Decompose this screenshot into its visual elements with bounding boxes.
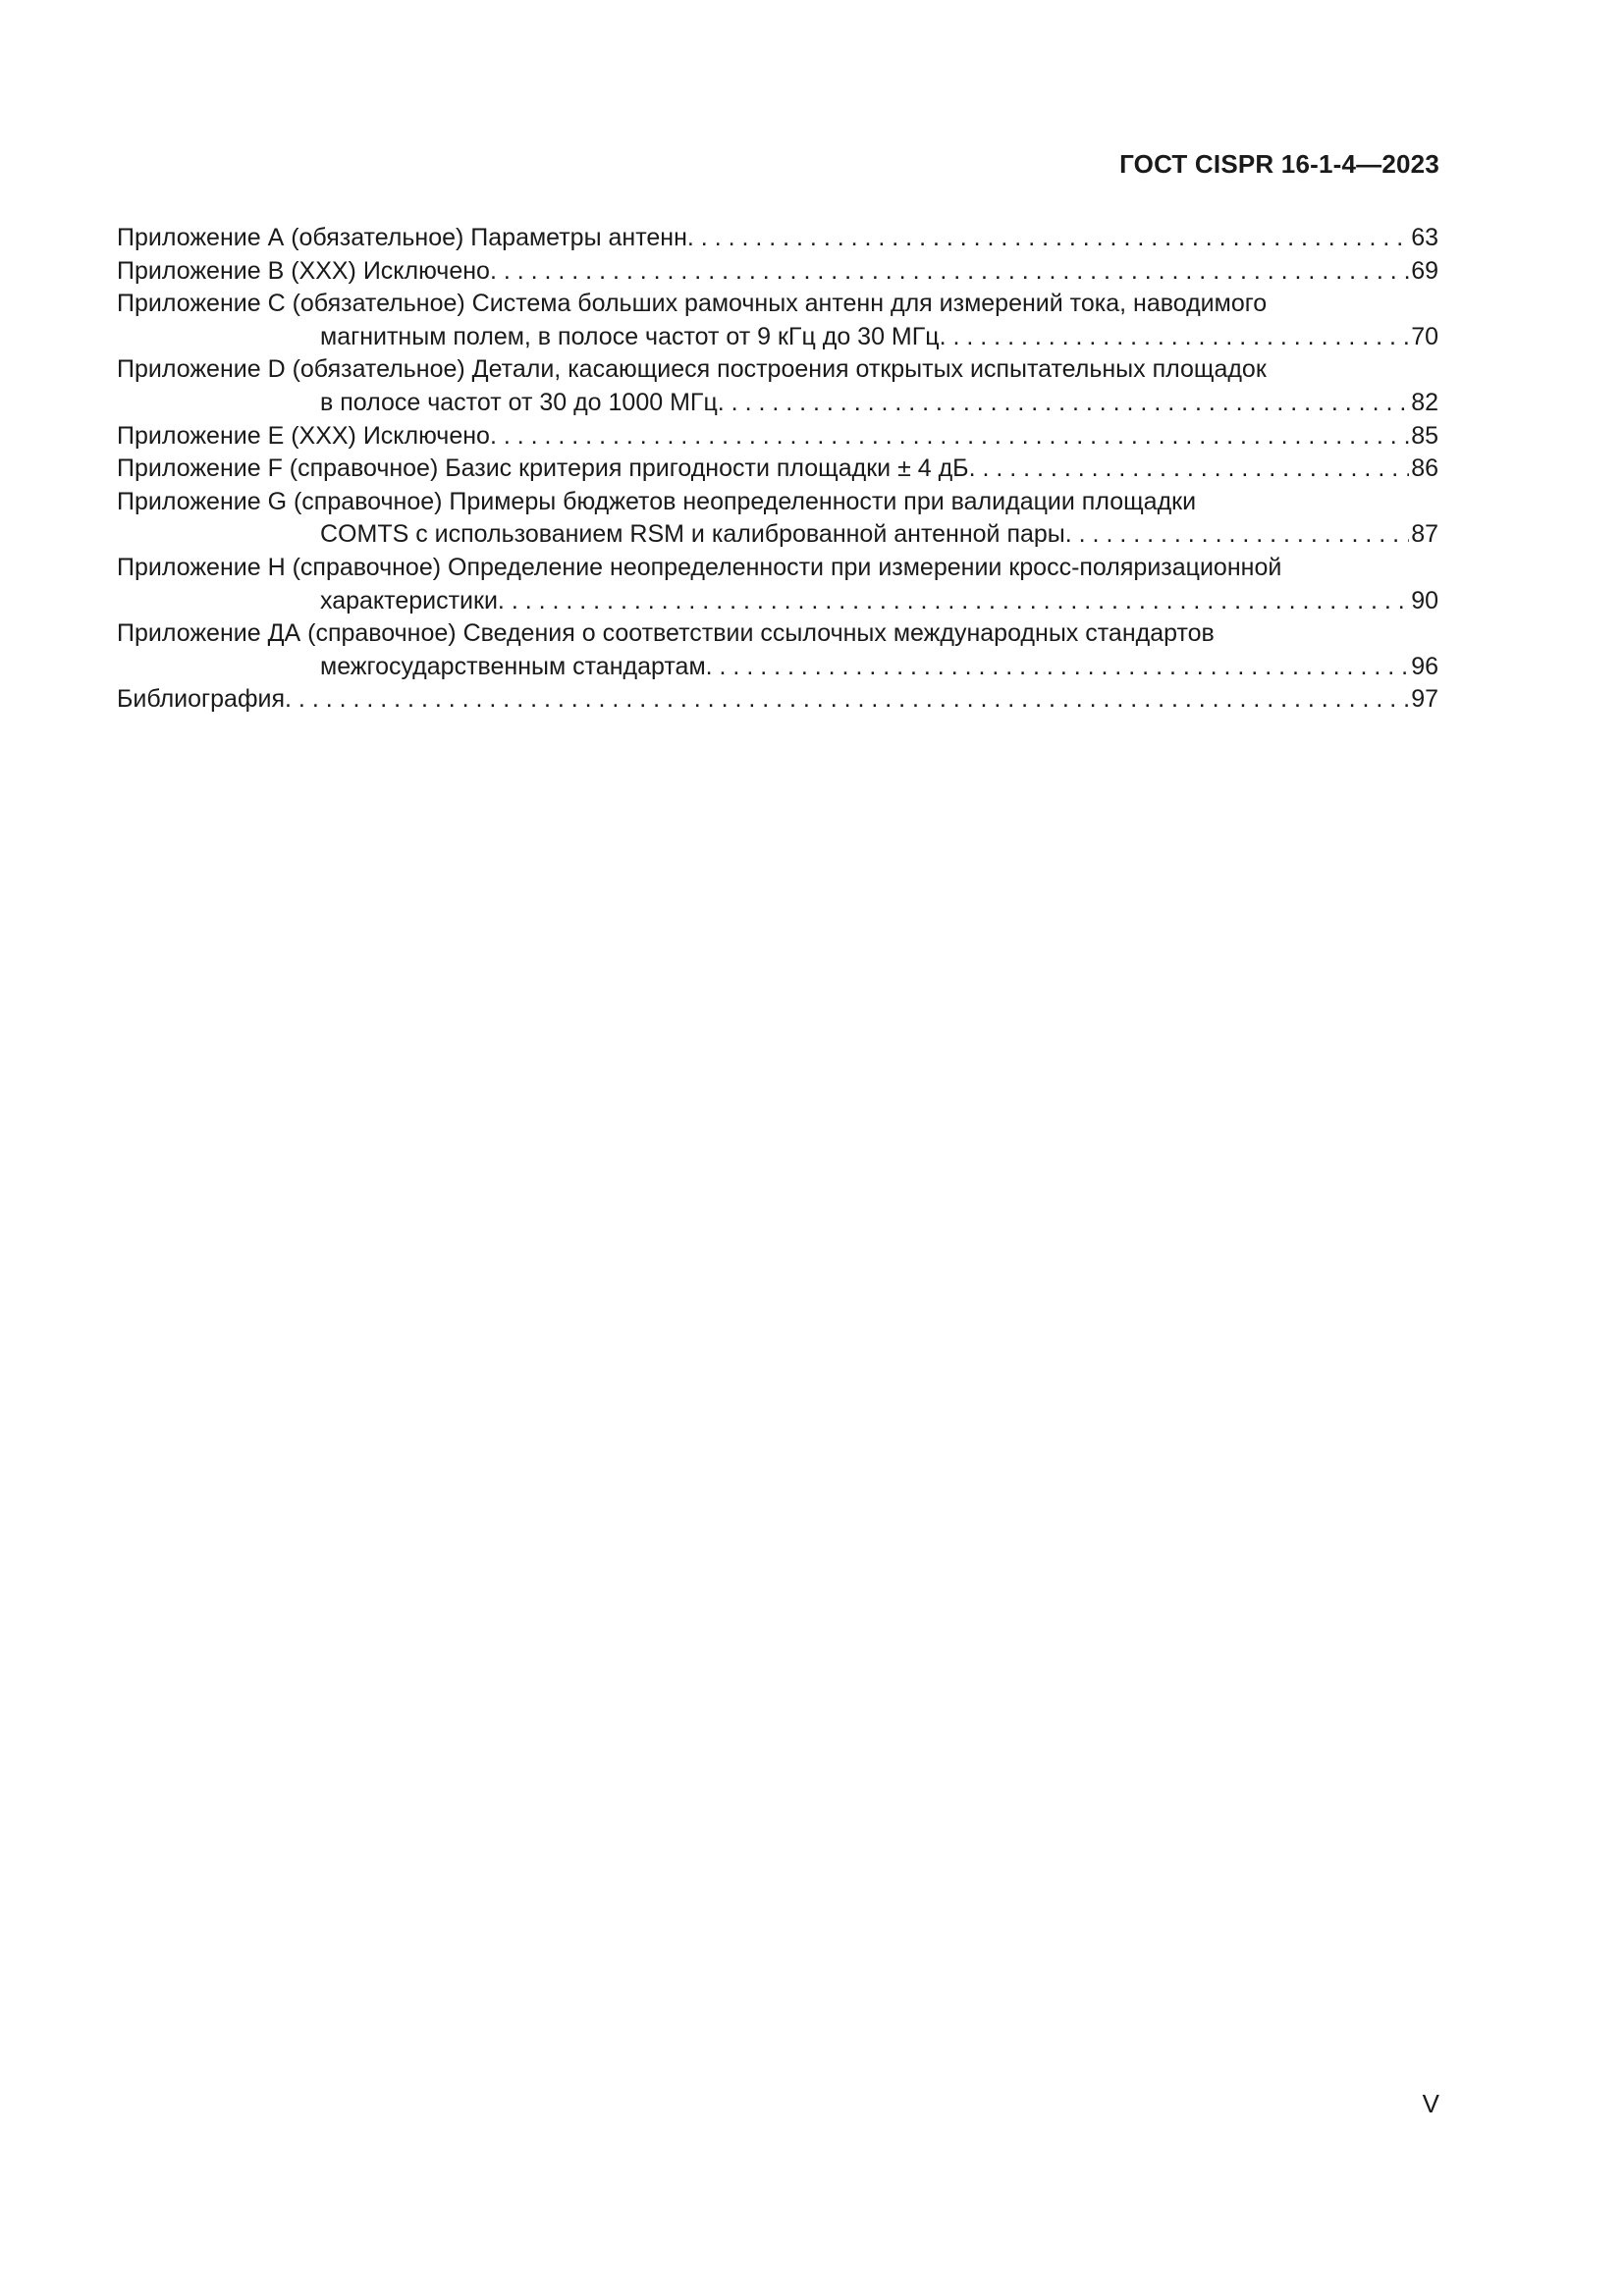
toc-entry-page: 96 <box>1411 652 1438 680</box>
toc-leader-dots <box>969 453 1410 486</box>
toc-entry-appendix-da[interactable] <box>117 617 1438 683</box>
toc-entry-page: 86 <box>1411 454 1438 483</box>
toc-entry-title-continuation: магнитным полем, в полосе частот от 9 кГц до 30 МГц <box>320 322 940 350</box>
toc-entry-bibliography[interactable] <box>117 683 1438 717</box>
toc-entry-appendix-b[interactable] <box>117 255 1438 289</box>
toc-entry-title: Приложение G (справочное) Примеры бюджетов неопределенности при валидации площадки <box>117 487 1197 515</box>
toc-entry-title: Приложение ДА (справочное) Сведения о соответствии ссылочных международных стандартов <box>117 619 1215 648</box>
toc-leader-dots <box>490 420 1409 454</box>
toc-leader-dots <box>687 222 1409 255</box>
toc-entry-page: 85 <box>1411 421 1438 450</box>
toc-entry-title-continuation: в полосе частот от 30 до 1000 МГц <box>320 388 718 416</box>
toc-entry-page: 70 <box>1411 322 1438 350</box>
toc-entry-title: Приложение F (справочное) Базис критерия пригодности площадки ± 4 дБ <box>117 454 969 483</box>
toc-entry-title: Библиография <box>117 685 286 714</box>
toc-entry-appendix-g[interactable] <box>117 486 1438 552</box>
toc-leader-dots <box>940 321 1410 354</box>
toc-entry-title: Приложение C (обязательное) Система больших рамочных антенн для измерений тока, наводимого <box>117 290 1268 318</box>
toc-leader-dots <box>498 585 1409 618</box>
toc-entry-page: 90 <box>1411 586 1438 614</box>
toc-entry-title-continuation: COMTS с использованием RSM и калиброванной антенной пары <box>320 520 1065 549</box>
toc-leader-dots <box>706 651 1410 684</box>
page-number: V <box>1422 2089 1439 2118</box>
toc-leader-dots <box>1065 518 1409 552</box>
toc-entry-title: Приложение H (справочное) Определение неопределенности при измерении кросс-поляризационной <box>117 553 1282 581</box>
table-of-contents <box>117 222 1438 717</box>
toc-entry-title: Приложение А (обязательное) Параметры антенн <box>117 224 687 251</box>
toc-leader-dots <box>490 255 1409 289</box>
toc-entry-page: 87 <box>1411 520 1438 549</box>
document-code-header: ГОСТ CISPR 16-1-4—2023 <box>1119 149 1439 179</box>
toc-leader-dots <box>285 683 1409 717</box>
toc-entry-title: Приложение E (XXX) Исключено <box>117 421 490 450</box>
toc-entry-title: Приложение B (XXX) Исключено <box>117 256 490 285</box>
toc-entry-appendix-e[interactable] <box>117 420 1438 454</box>
toc-entry-appendix-c[interactable] <box>117 288 1438 353</box>
toc-entry-page: 82 <box>1411 388 1438 416</box>
toc-entry-page: 69 <box>1411 256 1438 285</box>
toc-entry-page: 63 <box>1411 224 1438 251</box>
toc-entry-appendix-a[interactable] <box>117 222 1438 255</box>
toc-entry-page: 97 <box>1411 685 1438 714</box>
toc-entry-appendix-d[interactable] <box>117 353 1438 419</box>
toc-entry-title-continuation: межгосударственным стандартам <box>320 652 706 680</box>
toc-entry-appendix-f[interactable] <box>117 453 1438 486</box>
toc-entry-title: Приложение D (обязательное) Детали, касающиеся построения открытых испытательных площадок <box>117 355 1267 384</box>
toc-entry-appendix-h[interactable] <box>117 552 1438 617</box>
toc-leader-dots <box>718 387 1409 420</box>
toc-entry-title-continuation: характеристики <box>320 586 498 614</box>
